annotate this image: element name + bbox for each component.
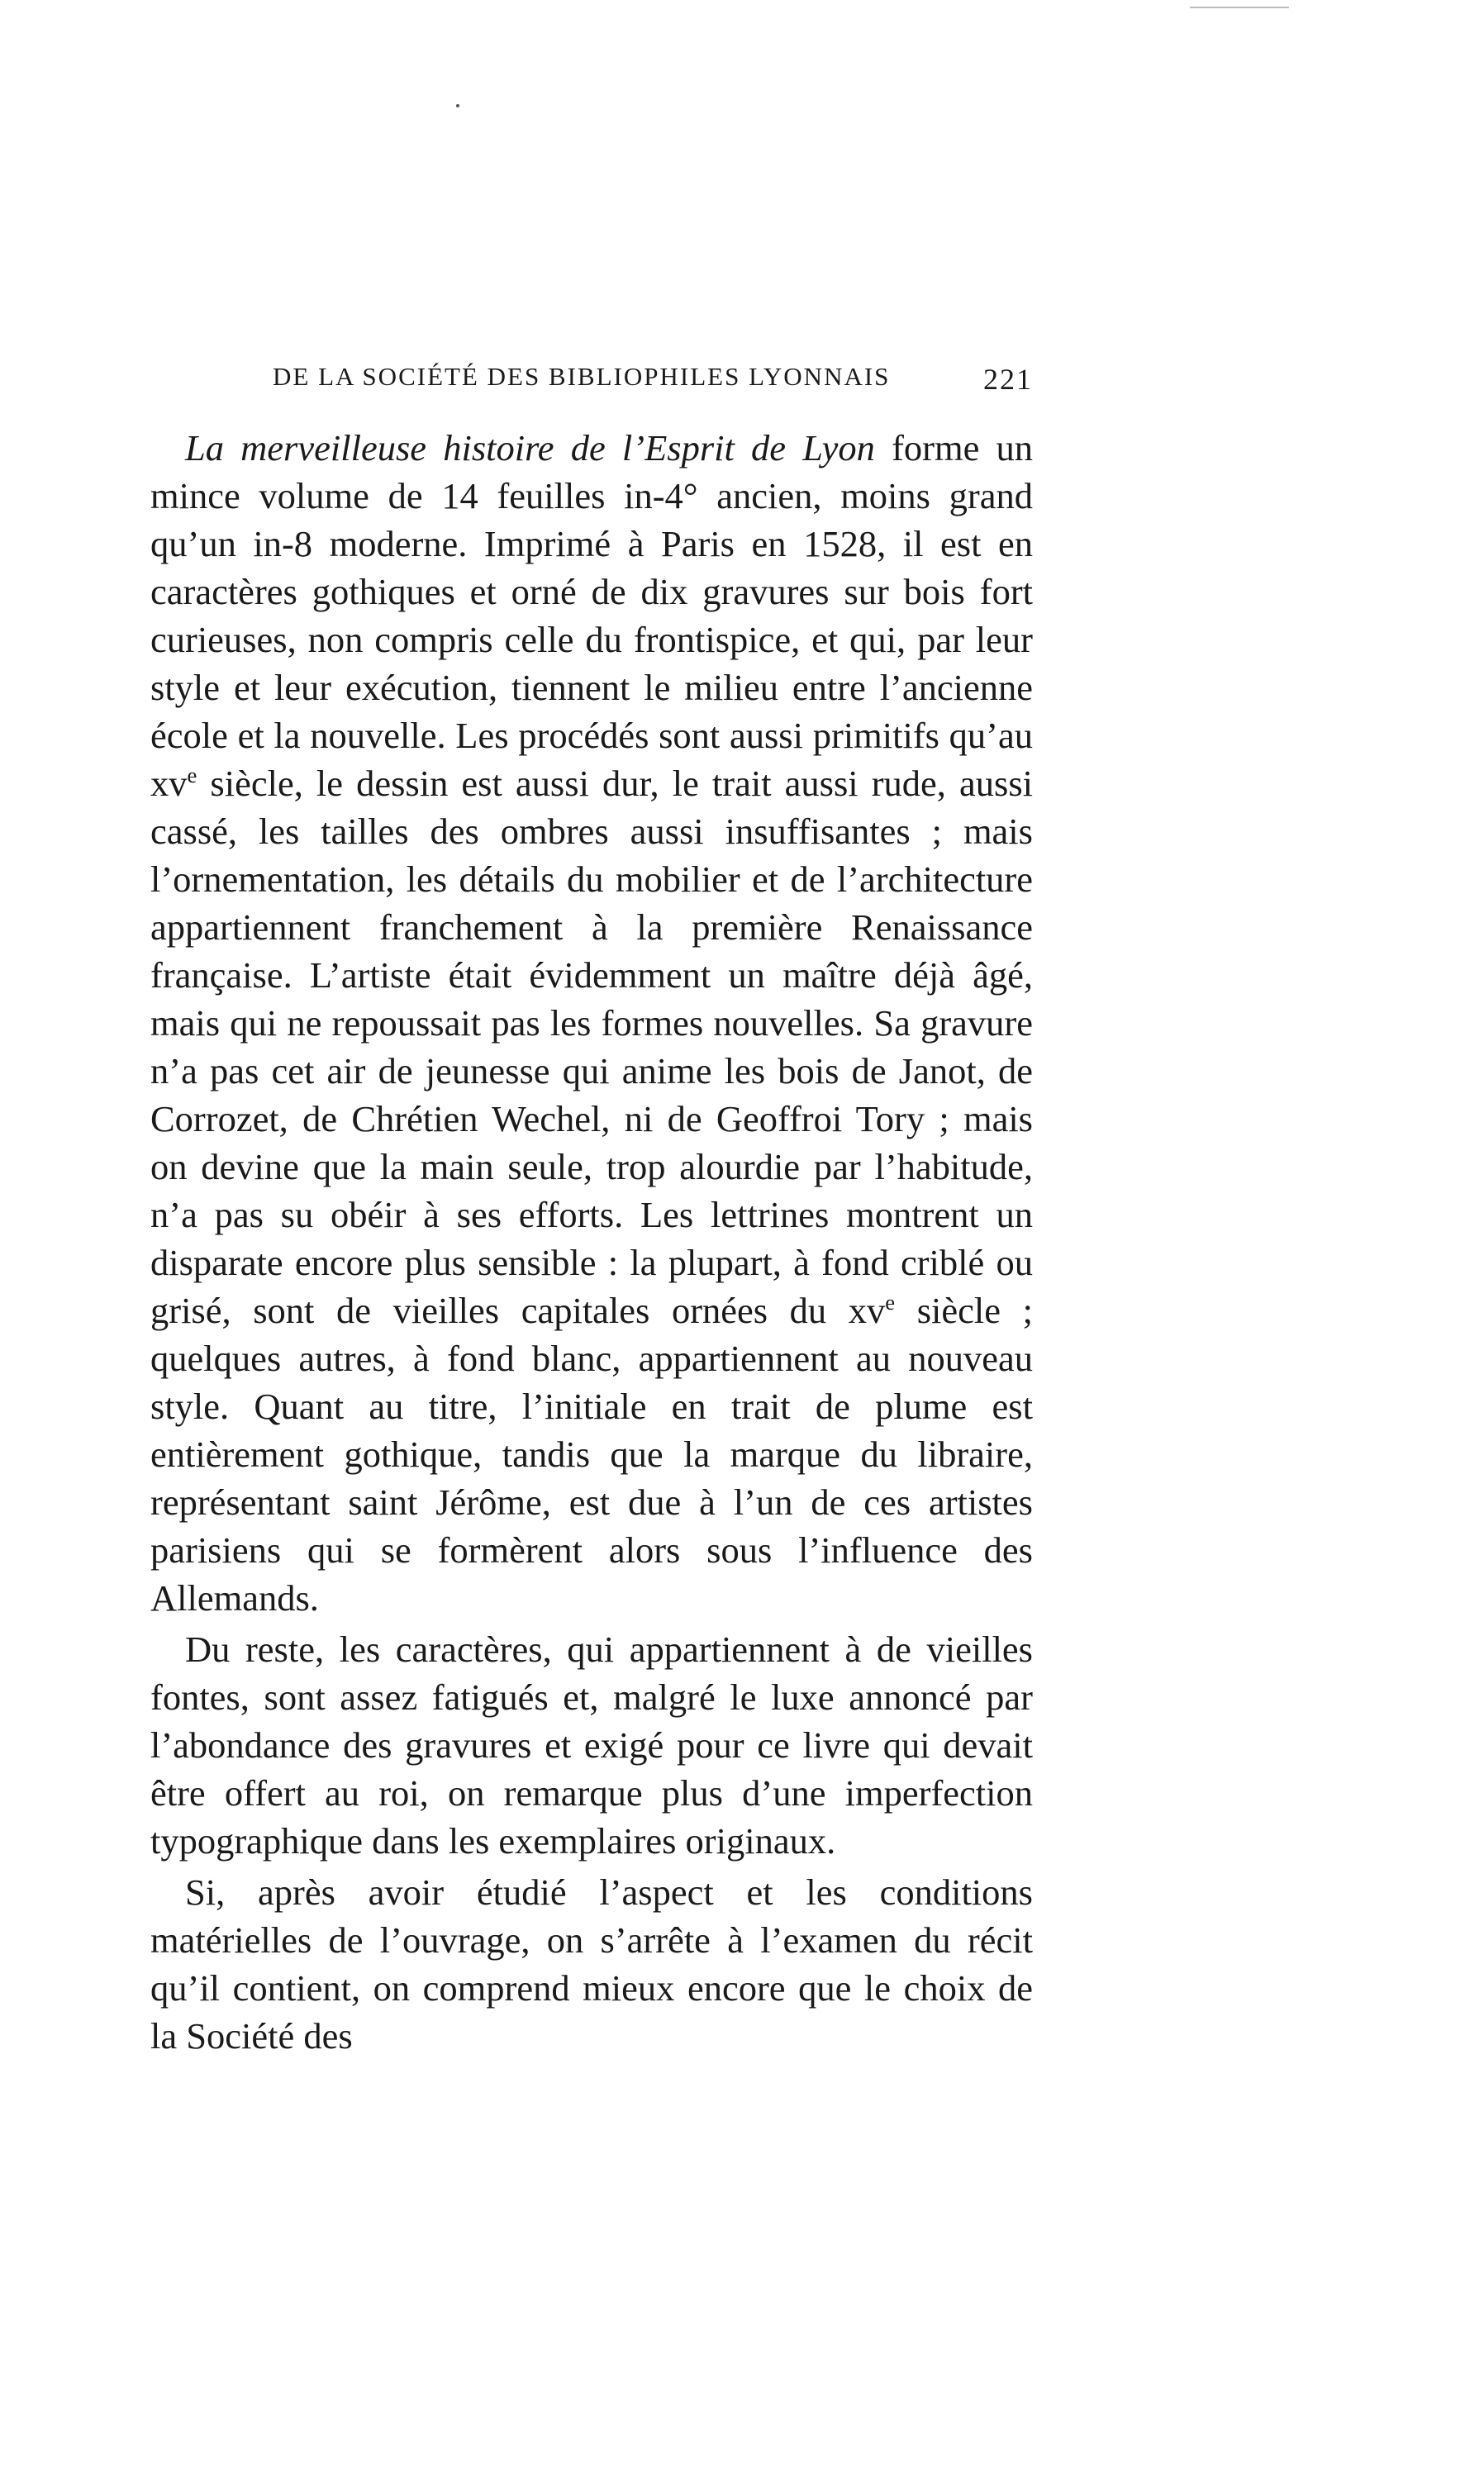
paragraph-1-text-b: siècle, le dessin est aussi dur, le trait aussi rude, aussi cassé, les tailles des ombres aussi insuffisantes ; mais l’ornementation, les détails du mobilier et de l’architecture appartiennent franchement à la première Renaissance française. L’artiste était évidemment un maître déjà âgé, mais qui ne repoussait pas les formes nouvelles. Sa gravure n’a pas cet air de jeunesse qui anime les bois de Janot, de Corrozet, de Chrétien Wechel, ni de Geoffroi Tory ; mais on devine que la main seule, trop alourdie par l’habitude, n’a pas su obéir à ses efforts. Les lettrines montrent un disparate encore plus sensible : la plupart, à fond criblé ou grisé, sont de vieilles capitales ornées du xv (150, 763, 1033, 1331)
body-text (150, 424, 1033, 2060)
page-number: 221 (983, 363, 1033, 396)
century-superscript: e (885, 1290, 896, 1315)
scan-speck (456, 104, 459, 107)
scan-edge-line (1190, 7, 1289, 8)
running-head: DE LA SOCIÉTÉ DES BIBLIOPHILES LYONNAIS (273, 362, 891, 391)
century-superscript: e (187, 763, 197, 788)
book-title: La merveilleuse histoire de l’Esprit de Lyon (185, 427, 875, 468)
paragraph-1 (150, 424, 1033, 1622)
page-header (273, 362, 1033, 408)
paragraph-1-text-a: forme un mince volume de 14 feuilles in-4° ancien, moins grand qu’un in-8 moderne. Imprimé à Paris en 1528, il est en caractères gothiques et orné de dix gravures sur bois fort curieuses, non compris celle du frontispice, et qui, par leur style et leur exécution, tiennent le milieu entre l’ancienne école et la nouvelle. Les procédés sont aussi primitifs qu’au xv (150, 427, 1033, 804)
paragraph-3: Si, après avoir étudié l’aspect et les conditions matérielles de l’ouvrage, on s’arrête à l’examen du récit qu’il contient, on comprend mieux encore que le choix de la Société des (150, 1871, 1033, 2057)
paragraph-1-text-c: siècle ; quelques autres, à fond blanc, appartiennent au nouveau style. Quant au titre, l’initiale en trait de plume est entièrement gothique, tandis que la marque du libraire, représentant saint Jérôme, est due à l’un de ces artistes parisiens qui se formèrent alors sous l’influence des Allemands. (150, 1290, 1033, 1619)
paragraph-2: Du reste, les caractères, qui appartiennent à de vieilles fontes, sont assez fatigués et, malgré le luxe annoncé par l’abondance des gravures et exigé pour ce livre qui devait être offert au roi, on remarque plus d’une imperfection typographique dans les exemplaires originaux. (150, 1629, 1033, 1862)
